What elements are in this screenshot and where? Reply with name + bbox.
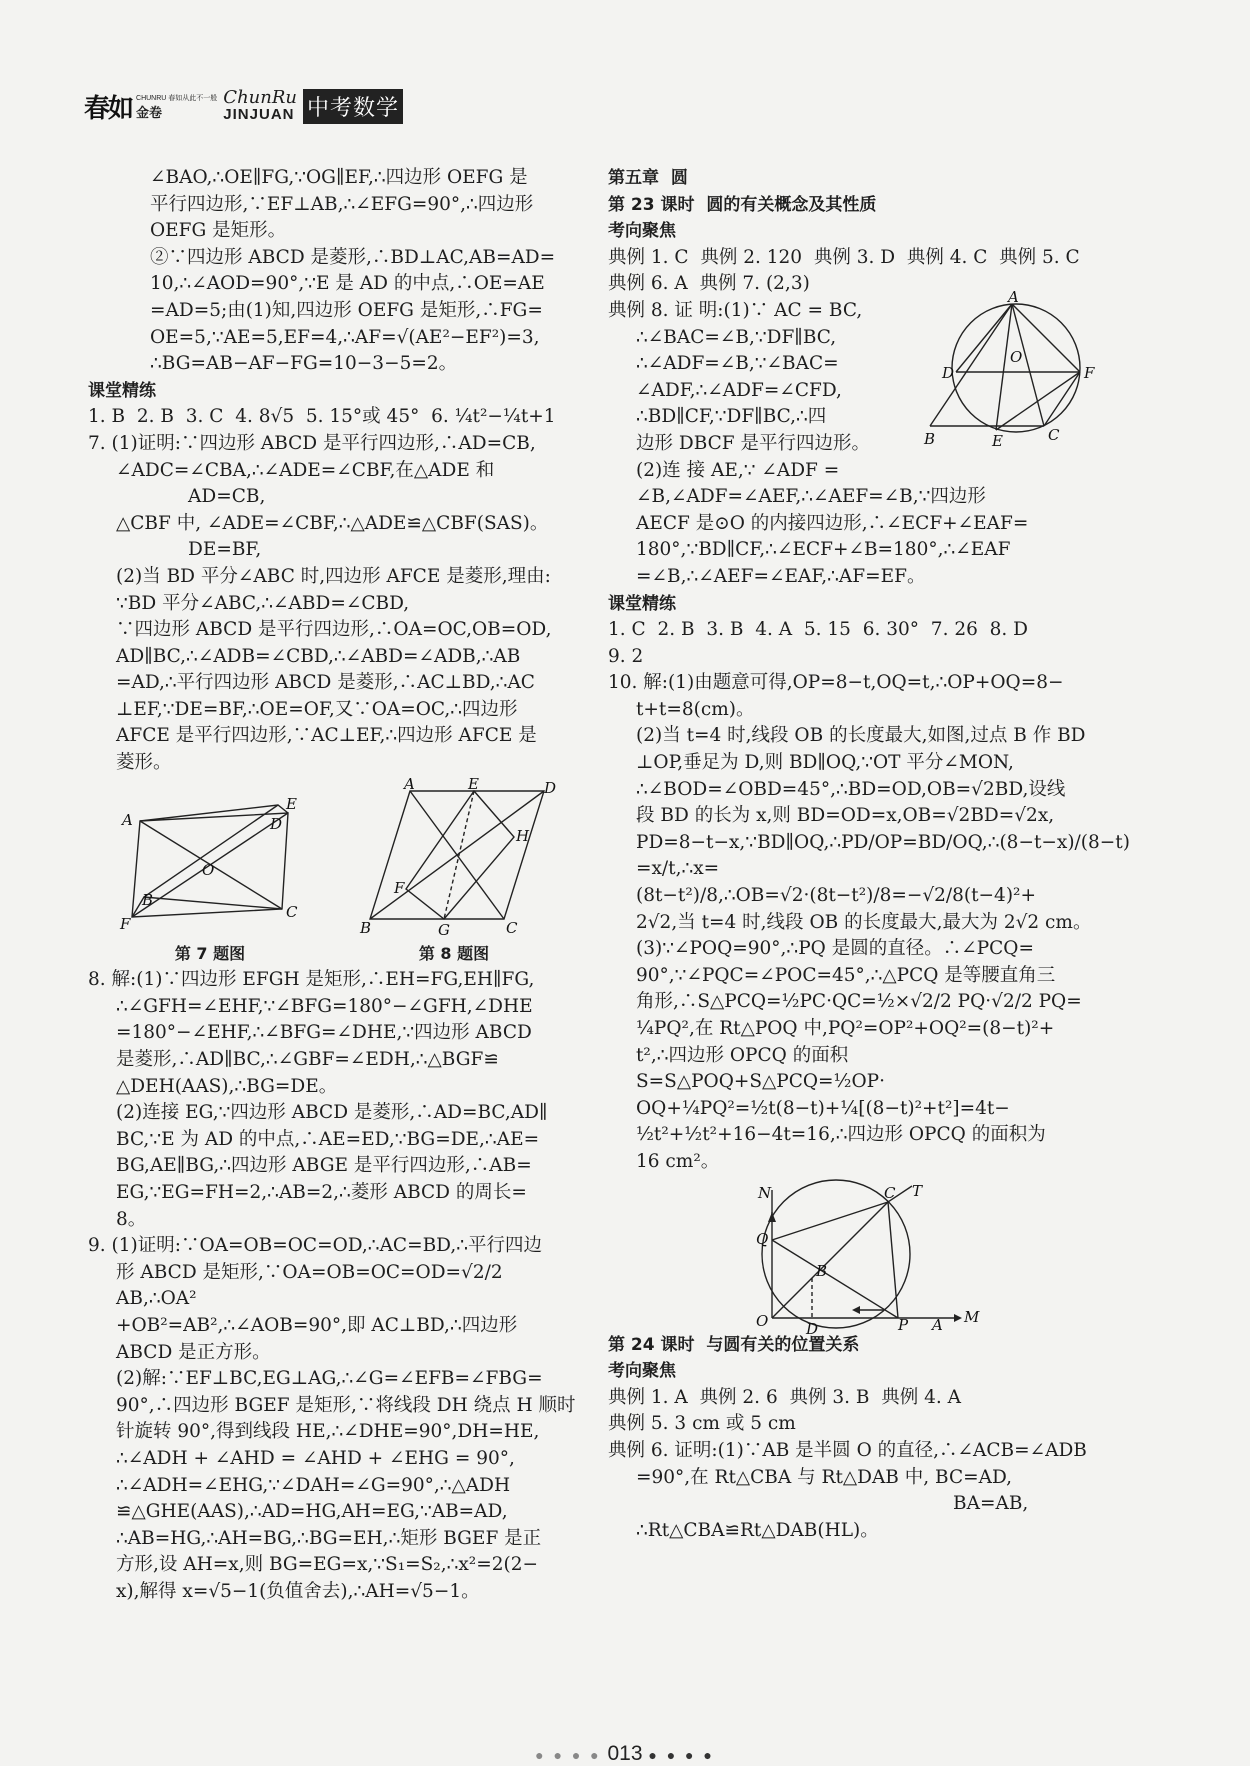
- text-line: (2)当 t=4 时,线段 OB 的长度最大,如图,过点 B 作 BD: [636, 725, 1086, 747]
- text-line: 16 cm²。: [636, 1150, 720, 1172]
- section-heading: 考向聚焦: [608, 221, 676, 242]
- text-line: 8。: [116, 1208, 147, 1230]
- text-line: 180°,∵BD∥CF,∴∠ECF+∠B=180°,∴∠EAF: [636, 539, 1011, 561]
- text-line: BG,AE∥BG,∴四边形 ABGE 是平行四边形,∴AB=: [116, 1155, 532, 1177]
- svg-text:T: T: [912, 1181, 923, 1200]
- svg-text:H: H: [516, 826, 530, 845]
- text-line: ∴Rt△CBA≌Rt△DAB(HL)。: [636, 1519, 879, 1541]
- svg-text:D: D: [270, 814, 283, 833]
- figure-8-caption: 第 8 题图: [418, 943, 490, 963]
- text-line: 2√2,当 t=4 时,线段 OB 的长度最大,最大为 2√2 cm。: [636, 911, 1092, 933]
- answer-line: 1. C 2. B 3. B 4. A 5. 15 6. 30° 7. 26 8. D: [608, 619, 1028, 641]
- svg-text:E: E: [992, 431, 1003, 450]
- page-number: 013: [607, 1742, 643, 1765]
- text-line: x),解得 x=√5−1(负值舍去),∴AH=√5−1。: [116, 1580, 480, 1602]
- text-line: 边形 DBCF 是平行四边形。: [636, 432, 871, 454]
- arrow-left-icon: [852, 1306, 860, 1314]
- text-line: =180°−∠EHF,∴∠BFG=∠DHE,∵四边形 ABCD: [116, 1022, 532, 1044]
- section-heading: 考向聚焦: [608, 1361, 676, 1382]
- text-line: BC,∵E 为 AD 的中点,∴AE=ED,∵BG=DE,∴AE=: [116, 1128, 540, 1150]
- problem-10-diagram: [748, 1181, 980, 1338]
- svg-text:O: O: [1010, 347, 1023, 366]
- answer-line: 典例 1. A 典例 2. 6 典例 3. B 典例 4. A: [608, 1386, 962, 1408]
- section-heading: 课堂精练: [608, 593, 676, 614]
- text-line: 10. 解:(1)由题意可得,OP=8−t,OQ=t,∴OP+OQ=8−: [608, 672, 1064, 694]
- text-line: 方形,设 AH=x,则 BG=EG=x,∵S₁=S₂,∴x²=2(2−: [116, 1554, 538, 1576]
- logo-en: [223, 89, 297, 123]
- figure-8-diagram: [354, 774, 557, 941]
- text-line: DE=BF,: [188, 539, 262, 561]
- text-line: ∴AB=HG,∴AH=BG,∴BG=EH,∴矩形 BGEF 是正: [116, 1527, 542, 1549]
- text-line: ¼PQ²,在 Rt△POQ 中,PQ²=OP²+OQ²=(8−t)²+: [636, 1018, 1055, 1039]
- svg-text:N: N: [758, 1183, 772, 1202]
- figure-8: [354, 774, 557, 968]
- svg-text:O: O: [756, 1311, 769, 1330]
- text-line: ⊥EF,∵DE=BF,∴OE=OF,又∵OA=OC,∴四边形: [116, 698, 518, 720]
- text-line: (3)∵∠POQ=90°,∴PQ 是圆的直径。∴∠PCQ=: [636, 938, 1034, 960]
- text-line: ABCD 是正方形。: [116, 1341, 271, 1363]
- left-column: [88, 165, 576, 1606]
- text-line: ∵四边形 ABCD 是平行四边形,∴OA=OC,OB=OD,: [116, 619, 552, 641]
- svg-text:Q: Q: [756, 1229, 769, 1248]
- text-line: AD∥BC,∴∠ADB=∠CBD,∴∠ABD=∠ADB,∴AB: [116, 645, 521, 667]
- text-line: t²,∴四边形 OPCQ 的面积 S=S△POQ+S△PCQ=½OP·: [636, 1044, 885, 1093]
- svg-text:F: F: [120, 914, 131, 933]
- text-line: AECF 是⊙O 的内接四边形,∴∠ECF+∠EAF=: [636, 512, 1029, 534]
- svg-text:C: C: [884, 1183, 896, 1202]
- text-line: +OB²=AB²,∴∠AOB=90°,即 AC⊥BD,∴四边形: [116, 1314, 518, 1336]
- text-line: =AD=5;由(1)知,四边形 OEFG 是矩形,∴FG=: [150, 299, 543, 321]
- section-heading: 课堂精练: [88, 380, 156, 401]
- text-line: ∠B,∠ADF=∠AEF,∴∠AEF=∠B,∵四边形: [636, 486, 986, 508]
- text-line: 菱形。: [116, 752, 172, 774]
- text-line: (2)连 接 AE,∵ ∠ADF =: [636, 459, 840, 481]
- figures-row: [88, 774, 576, 968]
- text-line: PD=8−t−x,∵BD∥OQ,∴PD/OP=BD/OQ,∴(8−t−x)/(8−t): [636, 831, 1130, 853]
- svg-text:G: G: [438, 920, 450, 939]
- svg-text:B: B: [816, 1261, 828, 1280]
- answer-line: 1. B 2. B 3. C 4. 8√5 5. 15°或 45° 6. ¼t²−¼t+1: [88, 406, 556, 428]
- svg-text:B: B: [924, 429, 936, 448]
- answer-line: 典例 6. A 典例 7. (2,3): [608, 273, 810, 295]
- lesson-heading: 第 24 课时 与圆有关的位置关系: [608, 1334, 860, 1355]
- text-line: OEFG 是矩形。: [150, 220, 287, 242]
- text-line: =x/t,∴x=(8t−t²)/8,∴OB=√2·(8t−t²)/8=−√2/8(t−4)²+: [636, 858, 1036, 907]
- page-footer: [0, 1742, 1250, 1766]
- text-line: t+t=8(cm)。: [636, 698, 755, 720]
- text-line: 形 ABCD 是矩形,∵OA=OB=OC=OD=√2/2 AB,∴OA²: [116, 1261, 509, 1310]
- text-line: 段 BD 的长为 x,则 BD=OD=x,OB=√2BD=√2x,: [636, 805, 1055, 827]
- lesson-heading: 第 23 课时 圆的有关概念及其性质: [608, 194, 877, 215]
- text-line: AFCE 是平行四边形,∵AC⊥EF,∴四边形 AFCE 是: [116, 725, 537, 747]
- text-line: =90°,在 Rt△CBA 与 Rt△DAB 中, BC=AD,: [636, 1466, 1013, 1488]
- svg-text:A: A: [404, 774, 415, 793]
- text-line: ∴∠ADH=∠EHG,∵∠DAH=∠G=90°,∴△ADH: [116, 1474, 511, 1496]
- svg-text:E: E: [468, 774, 479, 793]
- logo-mark: 春如: [84, 93, 133, 124]
- text-line: EG,∵EG=FH=2,∴AB=2,∴菱形 ABCD 的周长=: [116, 1182, 527, 1203]
- logo-brand-text: 金卷: [136, 105, 163, 120]
- text-line: ∠BAO,∴OE∥FG,∵OG∥EF,∴四边形 OEFG 是: [150, 167, 528, 188]
- chapter-heading: 第五章 圆: [608, 168, 688, 188]
- text-line: (2)当 BD 平分∠ABC 时,四边形 AFCE 是菱形,理由:: [116, 565, 551, 587]
- right-column: [608, 165, 1130, 1544]
- svg-text:C: C: [506, 918, 518, 937]
- arrow-right-icon: [954, 1314, 962, 1322]
- logo-brand-small: CHUNRU 春如从此不一般: [136, 95, 218, 102]
- text-line: ∵BD 平分∠ABC,∴∠ABD=∠CBD,: [116, 592, 410, 614]
- text-line: ②∵四边形 ABCD 是菱形,∴BD⊥AC,AB=AD=: [150, 246, 556, 268]
- answer-line: 9. 2: [608, 645, 644, 667]
- example-8-block: [608, 287, 1095, 484]
- text-line: 针旋转 90°,得到线段 HE,∴∠DHE=90°,DH=HE,: [116, 1421, 540, 1443]
- text-line: 7. (1)证明:∵四边形 ABCD 是平行四边形,∴AD=CB,: [88, 432, 536, 454]
- text-line: =∠B,∴∠AEF=∠EAF,∴AF=EF。: [636, 565, 926, 587]
- text-line: △CBF 中, ∠ADE=∠CBF,∴△ADE≌△CBF(SAS)。: [116, 512, 549, 534]
- text-line: 角形,∴S△PCQ=½PC·QC=½×√2/2 PQ·√2/2 PQ=: [636, 991, 1082, 1013]
- text-line: ∠ADC=∠CBA,∴∠ADE=∠CBF,在△ADE 和: [116, 459, 495, 481]
- text-line: 9. (1)证明:∵OA=OB=OC=OD,∴AC=BD,∴平行四边: [88, 1235, 543, 1257]
- text-line: ∠ADF,∴∠ADF=∠CFD,: [636, 379, 842, 401]
- svg-text:O: O: [202, 860, 215, 879]
- text-line: 90°,∴四边形 BGEF 是矩形,∵将线段 DH 绕点 H 顺时: [116, 1394, 576, 1416]
- logo-en-a: ChunRu: [223, 87, 297, 108]
- text-line: ∴∠GFH=∠EHF,∵∠BFG=180°−∠GFH,∠DHE: [116, 995, 533, 1017]
- text-line: ⊥OP,垂足为 D,则 BD∥OQ,∵OT 平分∠MON,: [636, 752, 1014, 774]
- figure-7: [110, 781, 310, 968]
- text-line: ∴∠BAC=∠B,∵DF∥BC,: [636, 326, 837, 348]
- text-line: ≌△GHE(AAS),∴AD=HG,AH=EG,∵AB=AD,: [116, 1501, 508, 1523]
- text-line: 平行四边形,∵EF⊥AB,∴∠EFG=90°,∴四边形: [150, 193, 534, 215]
- text-line: ∴BD∥CF,∵DF∥BC,∴四: [636, 406, 827, 428]
- figure-7-diagram: [110, 781, 310, 941]
- svg-text:M: M: [964, 1307, 980, 1326]
- footer-dots-left: ● ● ● ●: [535, 1747, 602, 1763]
- svg-text:B: B: [360, 918, 372, 937]
- text-line: ½t²+½t²+16−4t=16,∴四边形 OPCQ 的面积为: [636, 1124, 1046, 1146]
- text-line: ∴BG=AB−AF−FG=10−3−5=2。: [150, 353, 458, 375]
- text-line: =AD,∴平行四边形 ABCD 是菱形,∴AC⊥BD,∴AC: [116, 672, 535, 694]
- text-line: △DEH(AAS),∴BG=DE。: [116, 1075, 338, 1097]
- text-line: BA=AB,: [953, 1493, 1029, 1515]
- svg-text:A: A: [122, 810, 133, 829]
- text-line: 90°,∵∠PQC=∠POC=45°,∴△PCQ 是等腰直角三: [636, 964, 1056, 986]
- text-line: 8. 解:(1)∵四边形 EFGH 是矩形,∴EH=FG,EH∥FG,: [88, 969, 535, 991]
- svg-text:F: F: [1084, 363, 1095, 382]
- figure-7-caption: 第 7 题图: [174, 943, 246, 963]
- svg-text:B: B: [142, 890, 154, 909]
- text-line: 10,∴∠AOD=90°,∵E 是 AD 的中点,∴OE=AE: [150, 273, 545, 295]
- footer-dots-right: ● ● ● ●: [648, 1747, 715, 1763]
- text-line: ∴∠BOD=∠OBD=45°,∴BD=OD,OB=√2BD,设线: [636, 778, 1066, 800]
- svg-text:A: A: [932, 1315, 943, 1334]
- text-line: 典例 6. 证明:(1)∵AB 是半圆 O 的直径,∴∠ACB=∠ADB: [608, 1439, 1087, 1461]
- svg-text:F: F: [394, 878, 405, 897]
- text-line: 是菱形,∴AD∥BC,∴∠GBF=∠EDH,∴△BGF≌: [116, 1049, 499, 1071]
- svg-text:A: A: [1008, 287, 1019, 306]
- text-line: OE=5,∵AE=5,EF=4,∴AF=√(AE²−EF²)=3,: [150, 326, 540, 348]
- text-line: 典例 8. 证 明:(1)∵ AC = BC,: [608, 299, 863, 321]
- book-title: 中考数学: [303, 89, 403, 124]
- svg-text:C: C: [286, 902, 298, 921]
- svg-text:E: E: [286, 794, 297, 813]
- text-line: ∴∠ADH + ∠AHD = ∠AHD + ∠EHG = 90°,: [116, 1447, 515, 1469]
- text-line: AD=CB,: [188, 486, 266, 508]
- example-8-circle-diagram: [920, 287, 1096, 450]
- logo-brand: [136, 92, 217, 120]
- svg-text:D: D: [942, 363, 955, 382]
- svg-text:D: D: [806, 1319, 819, 1338]
- svg-text:D: D: [544, 778, 557, 797]
- svg-text:P: P: [898, 1315, 909, 1334]
- text-line: OQ+¼PQ²=½t(8−t)+¼[(8−t)²+t²]=4t−: [636, 1097, 1010, 1119]
- text-line: (2)连接 EG,∵四边形 ABCD 是菱形,∴AD=BC,AD∥: [116, 1102, 548, 1124]
- svg-text:C: C: [1048, 425, 1060, 444]
- answer-line: 典例 5. 3 cm 或 5 cm: [608, 1413, 796, 1435]
- answer-line: 典例 1. C 典例 2. 120 典例 3. D 典例 4. C 典例 5. C: [608, 246, 1080, 268]
- text-line: ∴∠ADF=∠B,∵∠BAC=: [636, 353, 839, 375]
- header: [84, 84, 403, 128]
- logo-en-b: JINJUAN: [223, 106, 295, 123]
- text-line: (2)解:∵EF⊥BC,EG⊥AG,∴∠G=∠EFB=∠FBG=: [116, 1368, 543, 1390]
